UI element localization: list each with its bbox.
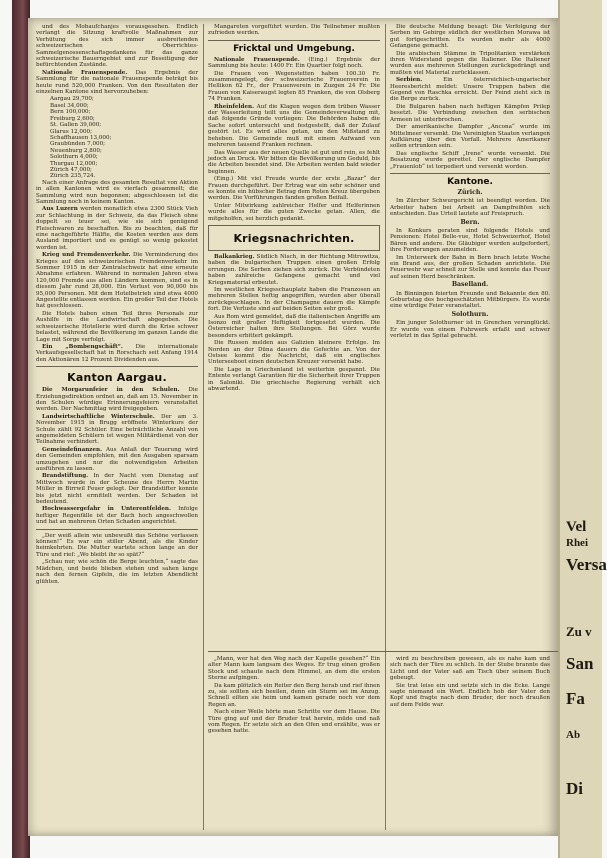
article-title: Rheinfelden. <box>214 103 255 110</box>
article-text <box>390 77 550 103</box>
article-text <box>36 387 198 413</box>
article-title: Die Morgarunfeier in den Schulen. <box>42 387 180 394</box>
article-text: Die Bulgaren haben nach heftigen Kämpfen Prilep besetzt. Die Verbindung zwischen den serbischen Armeen ist unterbrochen. <box>390 103 550 123</box>
list-item: Thurgau 12,000; <box>50 160 98 167</box>
list-item: Neuenburg 2,800; <box>50 147 102 154</box>
article-body: Ein österreichisch-ungarischer Heeresbericht meldet: Unsere Truppen haben die Gegend von Raschka erreicht. Der Feind zieht sich in die Berge zurück. <box>390 77 550 103</box>
next-page-edge <box>558 0 607 858</box>
article-body: werden monatlich etwa 2300 Stück Vieh zur Schlachtung in der Schweiz, da das Fleisch ohne doppelt so teuer sei, wie sie sich genügend Fleischwaren zu beschaffen. Bis zu beachten, daß für eine nachgeführte Hälfte, die Kosten werden aus dem Ausland importiert und es genügt so wenig gekostet worden ist. <box>36 206 199 251</box>
article-text: Das englische Schiff „Irene“ wurde versenkt. Die Besatzung wurde gerettet. Der englische Dampfer „Frauenlob“ ist torpediert und versenkt worden. <box>390 150 550 170</box>
article-text: Die deutsche Meldung besagt: Die Verfolgung der Serben im Gebirge südlich der westlichen Morawa ist gut fortgeschritten. Es wurden mehr als 4000 Gefangene gemacht. <box>390 24 550 50</box>
article-body: Der am 3. November 1915 in Brugg eröffnete Winterkurs der Schule zählt 92 Schüler. Eine beträchtliche Anzahl von angemeldeten Schülern ist wegen Militärdienst von der Teilnahme verhindert. <box>36 413 198 446</box>
list-item: Zürich 235,724. <box>50 173 96 180</box>
feuilleton-column-right <box>390 656 550 816</box>
serial-text: wird zu beschreiben gewesen, als es nahe kam und sich nach der Türe zu schlich. In der Stube brannte das Licht und der Vater saß am Tisch über seinem Buch gebeugt. <box>390 656 550 682</box>
article-text: In Binningen feierten Freunde und Bekannte den 80. Geburtstag des hochgeschätzten Mitbürgers. Es wurde eine würdige Feier veranstaltet. <box>390 290 550 310</box>
article-body: Die Erziehungsdirektion ordnet an, daß am 15. November in den Schulen würdige Erinnerungsfeiern veranstaltet werden. Der Nachmittag wird freigegeben. <box>36 387 198 413</box>
article-text <box>36 344 198 363</box>
article-body: Aus Anlaß der Teuerung wird den Gemeinden empfohlen, mit den Ausgaben sparsam umzugehen und nur die notwendigsten Arbeiten ausführen zu lassen. <box>36 446 198 472</box>
column-2 <box>208 24 380 656</box>
article-body: Das Ergebnis der Sammlung für die nationale Frauenspende beträgt bis heute rund 520,000 Franken. Von den Resultaten der einzelnen Kantone sind hervorzuheben: <box>36 69 198 96</box>
article-text: (Eing.) Mit viel Freude wurde der erste „Bazar“ der Frauen durchgeführt. Der Ertrag war ein sehr schöner und es konnte ein hübscher Betrag dem Roten Kreuz übergeben werden. Die Vorführungen fanden großen Beifall. <box>208 176 380 202</box>
section-heading: Fricktal und Umgebung. <box>233 43 355 54</box>
article-text <box>36 447 198 473</box>
article-title: Balkankrieg. <box>214 253 255 260</box>
newspaper-page <box>28 18 558 836</box>
article-text <box>36 506 198 525</box>
article-text <box>36 414 198 446</box>
feuilleton <box>208 656 558 816</box>
article-text <box>208 254 380 286</box>
divider <box>390 173 550 174</box>
list-item: Solothurn 4,000; <box>50 154 98 161</box>
article-text: Das Wasser aus der neuen Quelle ist gut und rein, es fehlt jedoch an Druck. Wir bitten die Bevölkerung um Geduld, bis die Arbeiten beendet sind. Die Arbeiten werden bald wieder beginnen. <box>208 149 380 175</box>
serial-text: „Schau nur, wie schön die Berge leuchten,“ sagte das Mädchen, und beide blieben stehen und sahen lange nach den fernen Gipfeln, die im letzten Abendlicht glühten. <box>36 559 198 585</box>
list-item: Basel 34,000; <box>50 102 89 109</box>
serial-text: Sie trat leise ein und setzte sich in die Ecke. Lange sagte niemand ein Wort. Endlich hob der Vater den Kopf und fragte nach dem Bruder, der noch draußen auf dem Felde war. <box>390 682 550 708</box>
article-body: In der Nacht vom Dienstag auf Mittwoch wurde in der Scheune des Herrn Martin Müller in Birrwil Feuer gelegt. Der Brandstifter konnte bis jetzt nicht ermittelt werden. Der Schaden ist bedeutend. <box>36 473 198 506</box>
list-item: Aargau 29,700; <box>50 96 94 103</box>
section-heading: Kanton Aargau. <box>67 371 167 385</box>
article-body: Infolge heftiger Regenfälle ist der Bach hoch angeschwollen und hat an mehreren Orten Schaden angerichtet. <box>36 506 198 526</box>
article-text <box>36 206 198 251</box>
section-heading: Kriegsnachrichten. <box>233 231 355 245</box>
article-text: Die Frauen von Wegenstetten haben 100.30 Fr. zusammengelegt, der schweizerische Frauenverein in Hellikon 62 Fr., der Frauenverein in Zuzgen 24 Fr. Die Frauen von Kaiseraugst legten 85 Franken, die von Olsberg 74 Franken. <box>208 70 380 103</box>
feuilleton-column-left <box>208 656 380 816</box>
canton-list <box>36 96 198 179</box>
article-text <box>208 57 380 70</box>
column-rule <box>203 24 204 830</box>
article-text: In Konkurs geraten sind folgende Hotels und Pensionen: Hotel Belle-vue, Hotel Schweizerhof, Hotel Bären und andere. Die Gläubiger werden aufgefordert, ihre Forderungen anzumelden. <box>390 227 550 254</box>
ad-fragment: San <box>566 654 594 673</box>
article-text: Nach einer Anfrage des gesamten Resultat von Aktion in allen Kantonen wird es vierfach gesammelt; die Sammlung wird nun begonnen; abgeschlossen ist die Sammlung noch in keinem Kanton. <box>36 179 198 205</box>
article-text <box>36 70 198 96</box>
list-item: Glarus 12,000; <box>50 128 92 135</box>
article-text: Unter Mitwirkung zahlreicher Helfer und Helferinnen wurde alles für die guten Zwecke getan. Allen, die mitgeholfen, sei herzlich gedankt. <box>208 202 380 222</box>
article-body: Die Verminderung des Krieges auf den schweizerischen Fremdenverkehr im Sommer 1915 in der Zentralschweiz hat eine erneute Abnahme erfahren. Während in normalen Jahren etwa 120,000 Fremde aus allen Ländern kommen, sind es in diesem Jahr rund 28,000. Ein Verlust von 90,000 bis 95,000 Personen. Mit dem Hotelbetrieb sind etwa 4000 Angestellte entlassen worden. Ein großer Teil der Hotels hat geschlossen. <box>36 252 198 310</box>
list-item: St. Gallen 39,000; <box>50 122 102 129</box>
article-title: Aus Luzern <box>42 206 78 213</box>
article-text: Ein junger Solothurner ist in Grenchen verunglückt. Er wurde von einem Fuhrwerk erfaßt und schwer verletzt in das Spital gebracht. <box>390 320 550 340</box>
list-item: Schaffhausen 13,000; <box>50 134 112 141</box>
article-body: Auf die Klagen wegen dem trüben Wasser der Wasserleitung teilt uns die Gemeindeverwaltung mit, daß folgende Gründe vorliegen: Die Behörden haben die Sache sofort untersucht und festgestellt, daß der Zulauf gestört ist. Es wird alles getan, um den Mißstand zu beheben. Die Gemeinde muß mit einem Aufwand von mehreren tausend Franken rechnen. <box>208 103 380 149</box>
list-item: Graubünden 7,000; <box>50 141 106 148</box>
divider <box>36 529 198 530</box>
serial-text: Nach einer Weile hörte man Schritte vor dem Hause. Die Türe ging auf und der Bruder trat herein, müde und naß vom Regen. Er setzte sich an den Ofen und erzählte, was er gesehen hatte. <box>208 709 380 735</box>
list-item: Zürich 47,000; <box>50 166 92 173</box>
serial-text: „Mann, wer hat den Weg nach der Kapelle gesehen?“ Ein alter Mann kam langsam des Weges. Er trug einen großen Stock und schaute nach dem Himmel, an dem die ersten Sterne aufgingen. <box>208 656 380 682</box>
serial-text: „Der weiß allein wie unbewußt das Schöne verlassen können!“ Es war ein stiller Abend, als die Kinder heimkehrten. Die Mutter wartete schon lange an der Türe und rief: „Wo bleibt ihr so spät?“ <box>36 532 198 558</box>
article-text: Die Lage in Griechenland ist weiterhin gespannt. Die Entente verlangt Garantien für die Sicherheit ihrer Truppen in Saloniki. Die griechische Regierung verhält sich abwartend. <box>208 366 380 393</box>
subsection-heading: Solothurn. <box>451 310 489 318</box>
ad-fragment: Zu v <box>566 624 592 639</box>
article-title: Ein „Bombengschäft“. <box>42 343 123 350</box>
subsection-heading: Bern. <box>460 218 480 226</box>
article-text: Die arabischen Stämme in Tripolitanien verstärken ihren Widerstand gegen die Italiener. Die Italiener wurden aus mehreren Stellungen zurückgedrängt und mußten viel Material zurücklassen. <box>390 50 550 76</box>
article-text: Die Russen melden aus Galizien kleinere Erfolge. Im Norden an der Düna dauern die Gefechte an. Von der Ostsee kommt die Nachricht, daß ein englisches Unterseeboot einen deutschen Kreuzer versenkt habe. <box>208 340 380 366</box>
article-title: Gemeindefinanzen. <box>42 446 103 453</box>
divider <box>36 366 198 367</box>
ad-fragment: Fa <box>566 689 585 708</box>
serial-text: Da kam plötzlich ein Reiter den Berg herab und rief ihnen zu, sie sollten sich beeilen, denn ein Sturm sei im Anzug. Schnell eilten sie heim und kamen gerade noch vor dem Regen an. <box>208 682 380 708</box>
article-title: Krieg und Fremdenverkehr. <box>42 252 131 259</box>
article-text: Im Unterwerk der Bahn in Bern brach letzte Woche ein Brand aus, der großen Schaden anrichtete. Die Feuerwehr war schnell zur Stelle und konnte das Feuer auf seinen Herd beschränken. <box>390 254 550 280</box>
section-heading: Kantone. <box>447 176 493 187</box>
article-title: Landwirtschaftliche Winterschule. <box>42 413 155 420</box>
feuilleton-divider <box>208 651 558 652</box>
ad-fragment: Versa <box>566 555 607 574</box>
subsection-heading: Baselland. <box>451 281 489 289</box>
ad-fragment: Ab <box>566 729 581 741</box>
article-body: (Eing.) Ergebnis der Sammlung bis heute: 1400 Fr. Ein Quartier folgt noch. <box>208 56 380 70</box>
article-body: Die internationale Verkaufsgesellschaft hat in Rorschach seit Anfang 1914 den Aktionären 12 Prozent Dividenden aus. <box>36 343 198 363</box>
article-title: Serbien. <box>396 77 423 84</box>
article-title: Nationale Frauenspende. <box>214 56 300 63</box>
article-text <box>208 104 380 149</box>
article-text: Die Hotels haben einen Teil ihres Personals zur Aushilfe in die Landwirtschaft abgegeben. Die schweizerische Hotellerie wird durch die Krise schwer belastet, während die Bevölkerung im ganzen Lande die Lage mit Sorge verfolgt. <box>36 310 198 343</box>
article-text: und des Mobaufchanjes vorausgesehen. Endlich verlangt die Sitzung kraftvolle Maßnahmen zur Verhütung des sich immer ausbreitenden schweizerischen Oberrichtes-Sammelgenossenschaftsgedankens für das ganze schweizerische Bauerngebiet und zur Beseitigung der befürchtenden Zustände. <box>36 24 198 69</box>
article-title: Brandstiftung. <box>42 473 89 480</box>
article-body: Südlich Nisch, in der Richtung Mitrowitza, haben die bulgarischen Truppen einen großen Erfolg errungen. Die Serben ziehen sich zurück. Die Verbündeten haben zahlreiche Gefangene gemacht und viel Kriegsmaterial erbeutet. <box>208 253 380 286</box>
article-text <box>36 252 198 310</box>
war-news-box <box>208 225 380 251</box>
article-text: Der amerikanische Dampfer „Ancona“ wurde im Mittelmeer versenkt. Die Vereinigten Staaten verlangen Aufklärung über den Vorfall. Mehrere Amerikaner sollen ertrunken sein. <box>390 124 550 150</box>
column-3 <box>390 24 550 656</box>
ad-fragment: Vel <box>566 519 587 535</box>
list-item: Bern 100,000; <box>50 109 91 116</box>
article-text: Aus Rom wird gemeldet, daß die italienischen Angriffe am Isonzo mit großer Heftigkeit fortgesetzt wurden. Die Österreicher halten ihre Stellungen. Bei Görz wurde besonders erbittert gekämpft. <box>208 313 380 339</box>
article-text: Im Zürcher Schwurgericht ist beendigt worden. Die Arbeiter haben bei Arbeit an Dampfreihfen sich entschieden. Das Urteil lautete auf Freispruch. <box>390 198 550 218</box>
list-item: Freiburg 2,600; <box>50 115 95 122</box>
article-text: Im westlichen Kriegsschauplatz haben die Franzosen an mehreren Stellen heftig angegriffen, wurden aber überall zurückgeschlagen. In der Champagne dauern die Kämpfe fort. Die Verluste sind auf beiden Seiten sehr groß. <box>208 287 380 313</box>
article-title: Nationale Frauenspende. <box>42 69 128 76</box>
ad-fragment: Di <box>566 779 583 798</box>
column-1 <box>36 24 198 830</box>
subsection-heading: Zürich. <box>457 188 483 196</box>
divider <box>208 40 380 41</box>
article-text <box>36 473 198 505</box>
article-text: Mangareten vorgeführt wurden. Die Teilnehmer mußten zufrieden werden. <box>208 24 380 37</box>
ad-fragment: Rhei <box>566 537 588 549</box>
article-title: Hochwassergefahr in Unterentfelden. <box>42 506 171 513</box>
